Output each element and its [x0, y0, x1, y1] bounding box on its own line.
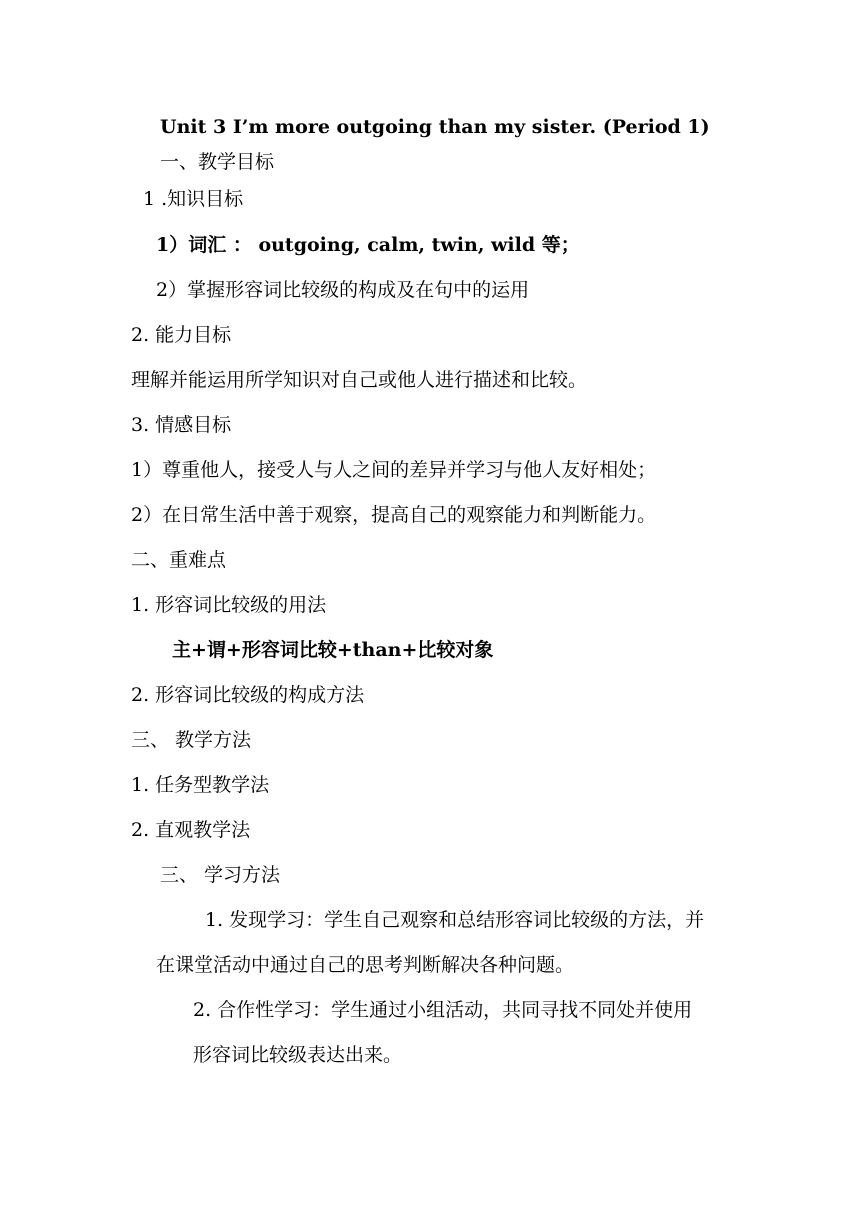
formula-line: 主+谓+形容词比较+than+比较对象	[172, 639, 494, 661]
paragraph: 形容词比较级表达出来。	[193, 1044, 403, 1066]
document-title: Unit 3 I’m more outgoing than my sister. (Period 1)	[160, 116, 710, 138]
list-item: 2）掌握形容词比较级的构成及在句中的运用	[156, 279, 530, 301]
section-heading: 三、 学习方法	[160, 864, 281, 886]
list-item: 1）尊重他人，接受人与人之间的差异并学习与他人友好相处；	[131, 459, 657, 481]
section-heading: 三、 教学方法	[131, 729, 252, 751]
paragraph: 2. 合作性学习：学生通过小组活动，共同寻找不同处并使用	[193, 999, 693, 1021]
paragraph: 理解并能运用所学知识对自己或他人进行描述和比较。	[131, 369, 588, 391]
subsection-heading: 2. 形容词比较级的构成方法	[131, 684, 365, 706]
list-item: 1. 任务型教学法	[131, 774, 270, 796]
section-heading: 一、教学目标	[160, 151, 275, 173]
list-item: 2）在日常生活中善于观察，提高自己的观察能力和判断能力。	[131, 504, 657, 526]
paragraph: 1. 发现学习：学生自己观察和总结形容词比较级的方法，并	[205, 909, 705, 931]
subsection-heading: 1 .知识目标	[143, 188, 244, 210]
subsection-heading: 3. 情感目标	[131, 414, 232, 436]
list-item: 1）词汇 ： outgoing, calm, twin, wild 等；	[156, 234, 580, 256]
paragraph: 在课堂活动中通过自己的思考判断解决各种问题。	[156, 954, 575, 976]
list-item: 2. 直观教学法	[131, 819, 251, 841]
section-heading: 二、重难点	[131, 549, 227, 571]
subsection-heading: 2. 能力目标	[131, 324, 232, 346]
subsection-heading: 1. 形容词比较级的用法	[131, 594, 327, 616]
